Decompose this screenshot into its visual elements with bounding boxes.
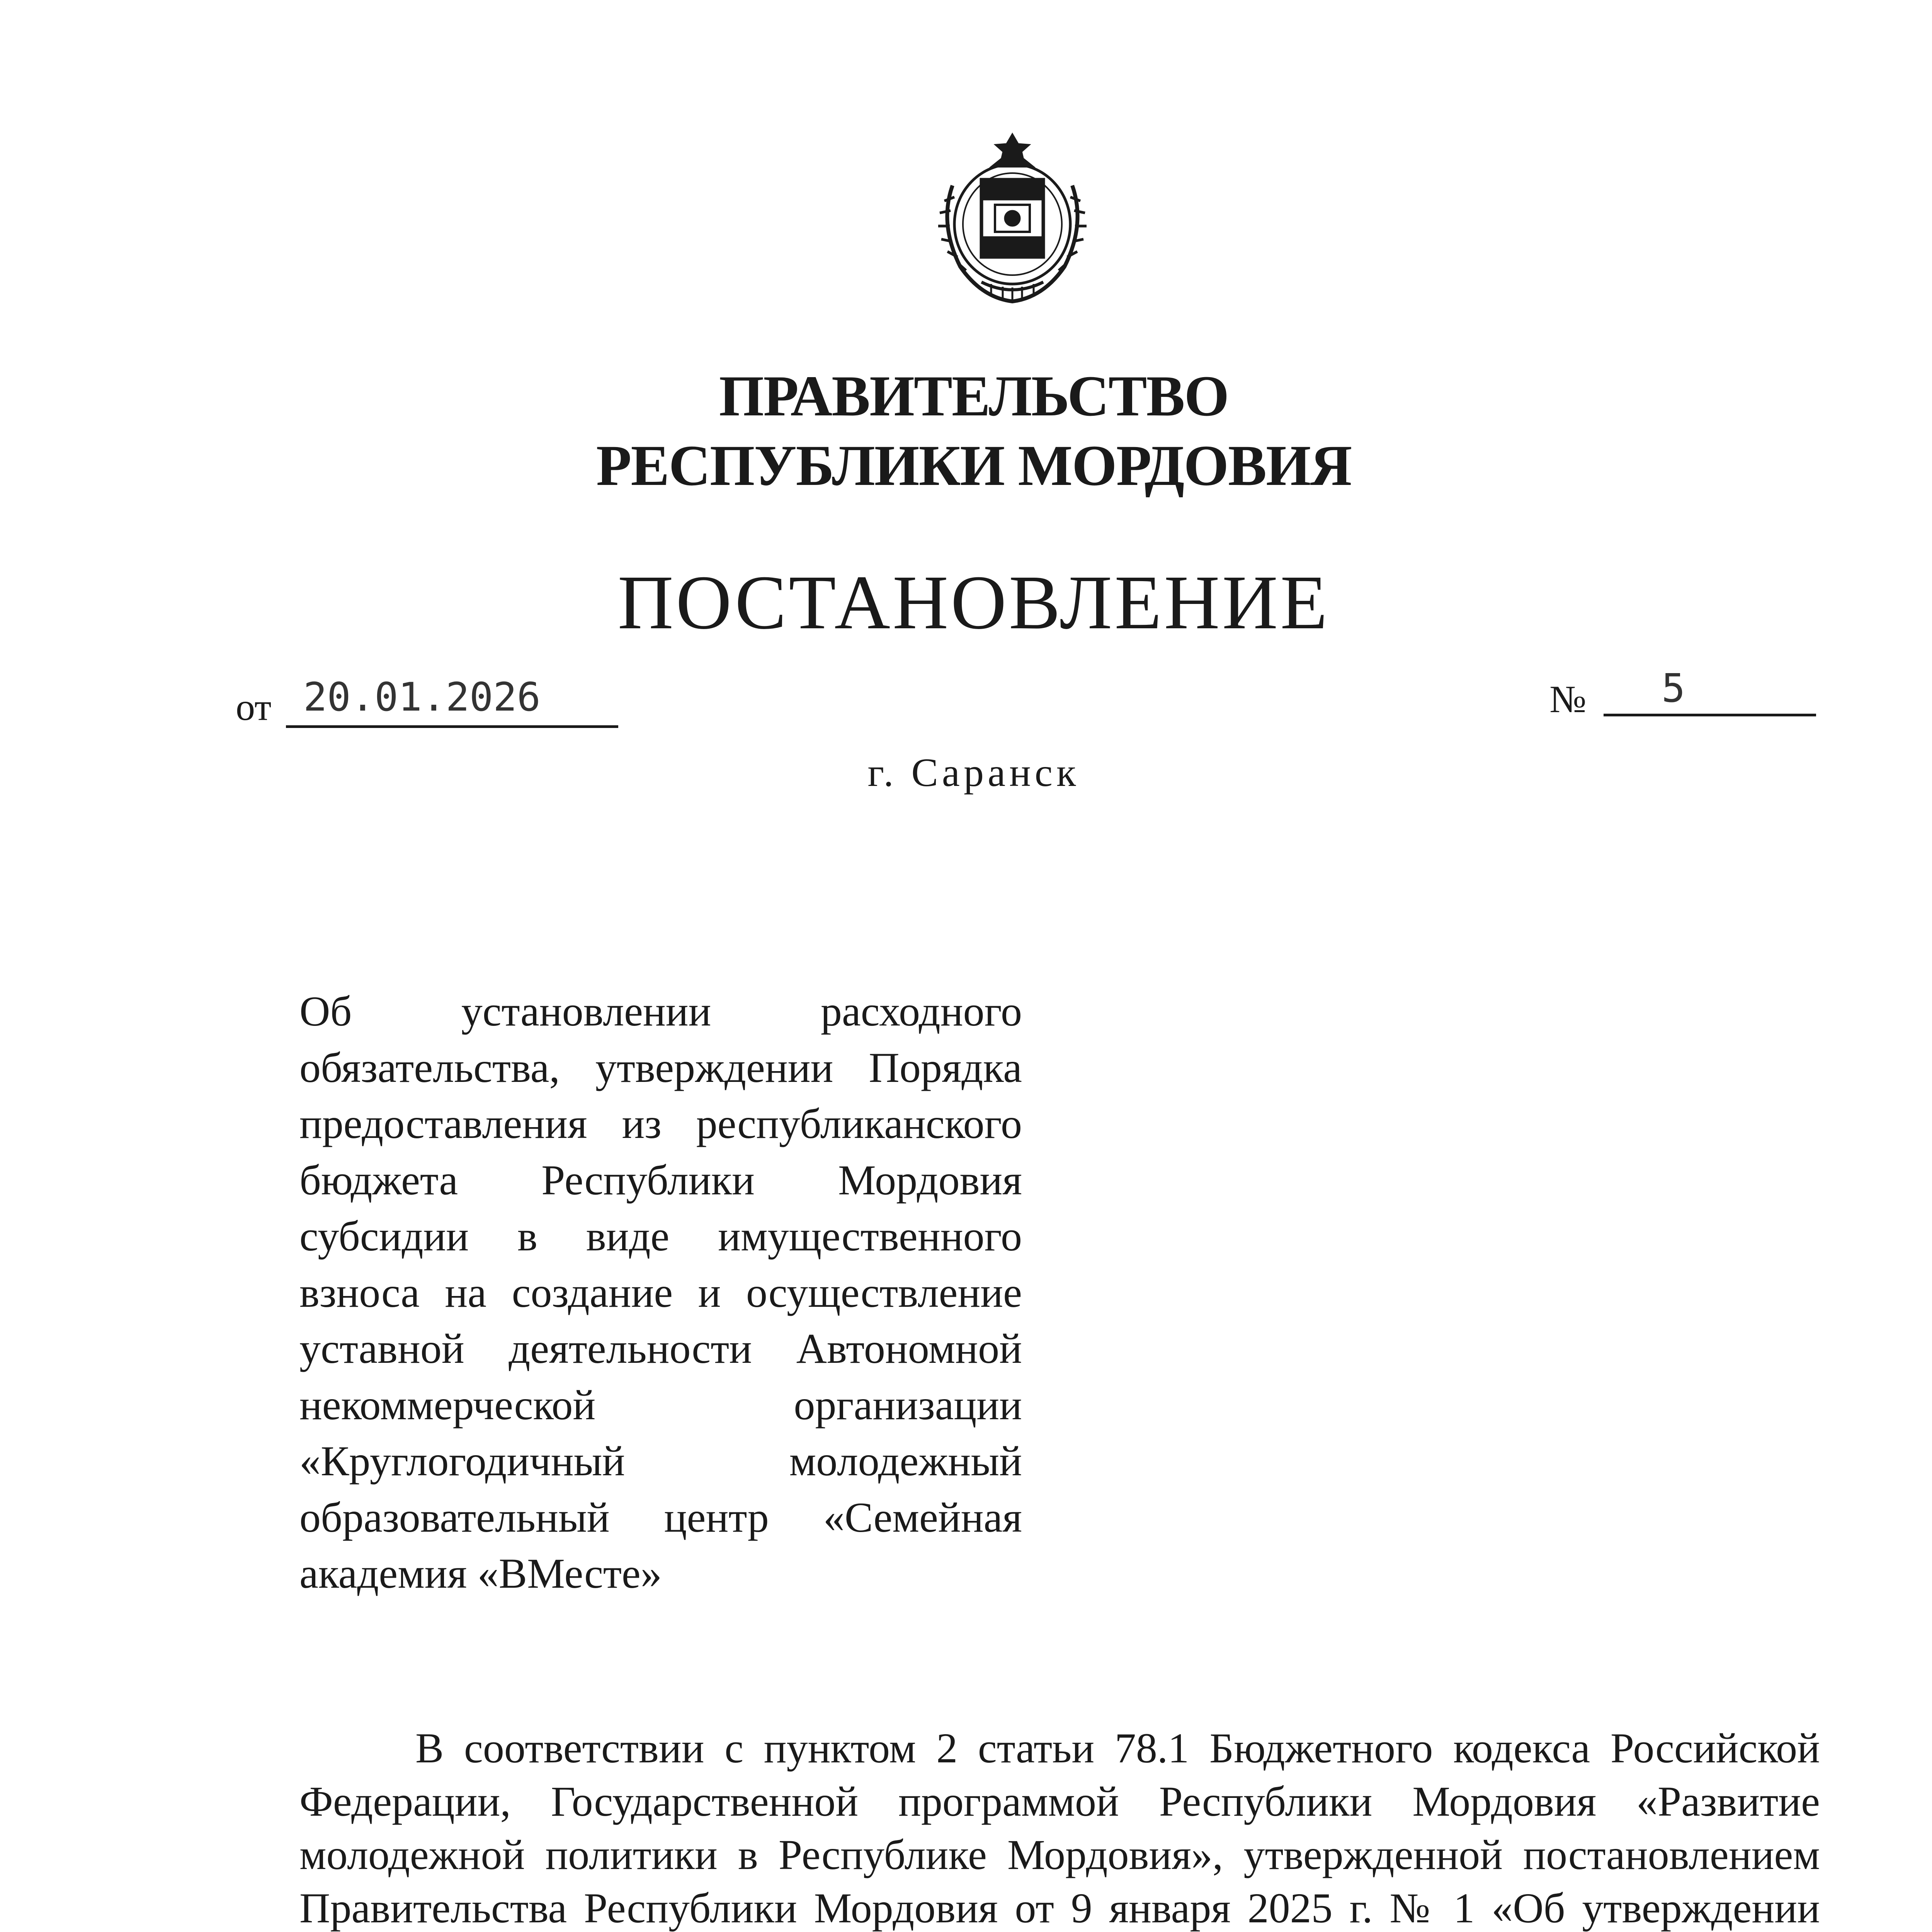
number-prefix: № — [1549, 678, 1587, 721]
government-title-line2: РЕСПУБЛИКИ МОРДОВИЯ — [596, 434, 1352, 498]
date-prefix: от — [236, 685, 272, 728]
city: г. Саранск — [867, 750, 1080, 795]
date-block — [236, 668, 622, 738]
number-block — [1549, 661, 1820, 730]
preamble-paragraph — [299, 1721, 1820, 1932]
document-body — [299, 1721, 1820, 1932]
document-type: ПОСТАНОВЛЕНИЕ — [617, 560, 1330, 645]
government-title-line1: ПРАВИТЕЛЬСТВО — [719, 364, 1229, 428]
number-underline — [1604, 714, 1816, 716]
document-number: 5 — [1662, 665, 1685, 711]
document-subject: Об установлении расходного обязательства, утверждении Порядка предоставления из республиканского бюджета Республики Мордовия субсидии в виде имущественного взноса на создание и осуществление уставной деятельности Автономной некоммерческой организации «Круглогодичный молодежный образовательный центр «Семейная академия «ВМесте» — [299, 988, 1022, 1597]
document-date: 20.01.2026 — [303, 674, 541, 720]
preamble-text: В соответствии с пунктом 2 статьи 78.1 Бюджетного кодекса Российской Федерации, Государственной программой Республики Мордовия «Развитие молодежной политики в Республике Мордовия», утвержденной постановлением Правительства Республики Мордовия от 9 января 2025 г. № 1 «Об утверждении — [299, 1725, 1820, 1932]
coat-of-arms-icon — [923, 128, 1101, 309]
date-underline — [286, 725, 618, 728]
